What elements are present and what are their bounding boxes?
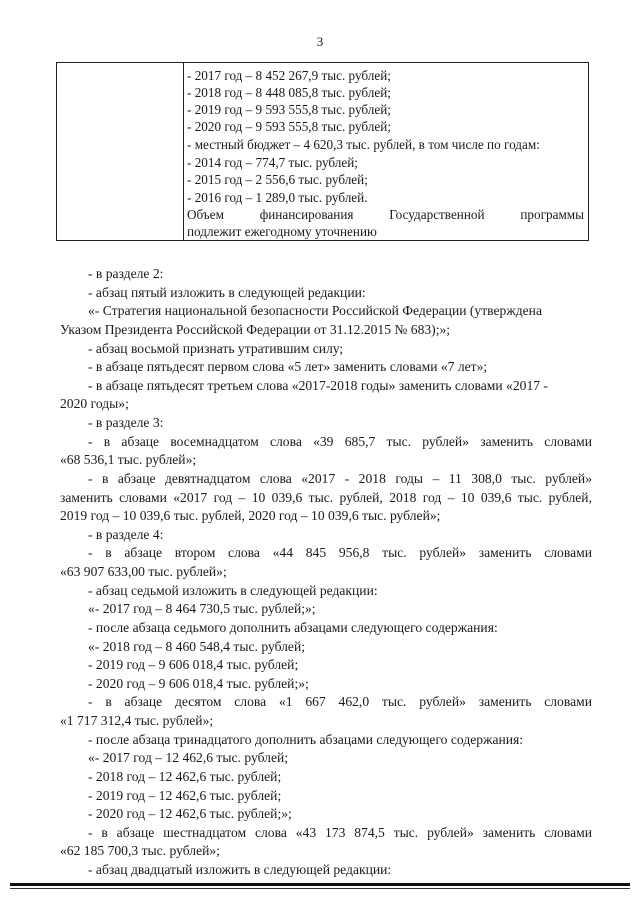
table-line: - 2018 год – 8 448 085,8 тыс. рублей; <box>187 85 391 100</box>
table-line: подлежит ежегодному уточнению <box>187 224 377 239</box>
paragraph-line: - в абзаце девятнадцатом слова «2017 - 2018 годы – 11 308,0 тыс. рублей» <box>88 470 592 486</box>
paragraph-line: - в разделе 4: <box>88 526 164 542</box>
paragraph-line: - в разделе 2: <box>88 266 164 281</box>
paragraph-line: - 2019 год – 9 606 018,4 тыс. рублей; <box>88 657 299 673</box>
paragraph-line: «63 907 633,00 тыс. рублей»; <box>60 564 227 579</box>
paragraph-line: 2020 годы»; <box>60 396 129 412</box>
paragraph-line: Указом Президента Российской Федерации от 31.12.2015 № 683);»; <box>60 321 451 337</box>
paragraph-line: - в абзаце десятом слова «1 667 462,0 тыс. рублей» заменить словами <box>88 694 592 710</box>
paragraph-line: «- Стратегия национальной безопасности Российской Федерации (утверждена <box>88 303 542 319</box>
paragraph-line: - абзац двадцатый изложить в следующей редакции: <box>88 862 392 877</box>
paragraph-line: «1 717 312,4 тыс. рублей»; <box>60 713 214 728</box>
paragraph-line: заменить словами «2017 год – 10 039,6 тыс. рублей, 2018 год – 10 039,6 тыс. рублей, <box>60 489 592 505</box>
paragraph-line: - 2019 год – 12 462,6 тыс. рублей; <box>88 787 282 803</box>
paragraph-line: - абзац седьмой изложить в следующей редакции: <box>88 582 378 598</box>
paragraph-line: «68 536,1 тыс. рублей»; <box>60 452 197 468</box>
table-line: - 2015 год – 2 556,6 тыс. рублей; <box>187 172 368 187</box>
table-line: - 2014 год – 774,7 тыс. рублей; <box>187 155 358 170</box>
paragraph-line: - абзац пятый изложить в следующей редакции: <box>88 284 366 300</box>
paragraph-line: - в абзаце шестнадцатом слова «43 173 874,5 тыс. рублей» заменить словами <box>88 824 592 840</box>
paragraph-line: - 2020 год – 9 606 018,4 тыс. рублей;»; <box>88 675 309 691</box>
footer-rule-thin <box>10 888 630 889</box>
table-left-cell <box>57 63 184 240</box>
table-line: - 2017 год – 8 452 267,9 тыс. рублей; <box>187 68 391 83</box>
paragraph-line: - абзац восьмой признать утратившим силу; <box>88 340 344 356</box>
table-line: - 2019 год – 9 593 555,8 тыс. рублей; <box>187 102 391 117</box>
paragraph-line: - в абзаце втором слова «44 845 956,8 тыс. рублей» заменить словами <box>88 545 592 561</box>
paragraph-line: - в разделе 3: <box>88 415 164 430</box>
paragraph-line: - 2018 год – 12 462,6 тыс. рублей; <box>88 768 282 784</box>
table-right-cell <box>184 63 588 240</box>
table-line: - 2016 год – 1 289,0 тыс. рублей. <box>187 190 368 205</box>
table-line: - местный бюджет – 4 620,3 тыс. рублей, в том числе по годам: <box>187 137 540 152</box>
table-line: - 2020 год – 9 593 555,8 тыс. рублей; <box>187 119 391 134</box>
funding-table <box>56 62 589 241</box>
paragraph-line: «- 2017 год – 8 464 730,5 тыс. рублей;»; <box>88 601 316 617</box>
paragraph-line: - после абзаца тринадцатого дополнить абзацами следующего содержания: <box>88 731 524 747</box>
paragraph-line: «62 185 700,3 тыс. рублей»; <box>60 843 220 859</box>
footer-rule <box>10 883 630 886</box>
paragraph-line: «- 2018 год – 8 460 548,4 тыс. рублей; <box>88 638 306 654</box>
paragraph-line: - после абзаца седьмого дополнить абзацами следующего содержания: <box>88 619 498 635</box>
paragraph-line: «- 2017 год – 12 462,6 тыс. рублей; <box>88 750 289 766</box>
table-line: Объем финансирования Государственной программы <box>187 207 584 222</box>
paragraph-line: - в абзаце восемнадцатом слова «39 685,7 тыс. рублей» заменить словами <box>88 433 592 449</box>
page-number: 3 <box>316 34 324 49</box>
paragraph-line: - 2020 год – 12 462,6 тыс. рублей;»; <box>88 806 292 822</box>
paragraph-line: - в абзаце пятьдесят первом слова «5 лет» заменить словами «7 лет»; <box>88 359 488 375</box>
paragraph-line: 2019 год – 10 039,6 тыс. рублей, 2020 год – 10 039,6 тыс. рублей»; <box>60 508 441 524</box>
paragraph-line: - в абзаце пятьдесят третьем слова «2017-2018 годы» заменить словами «2017 - <box>88 377 548 393</box>
